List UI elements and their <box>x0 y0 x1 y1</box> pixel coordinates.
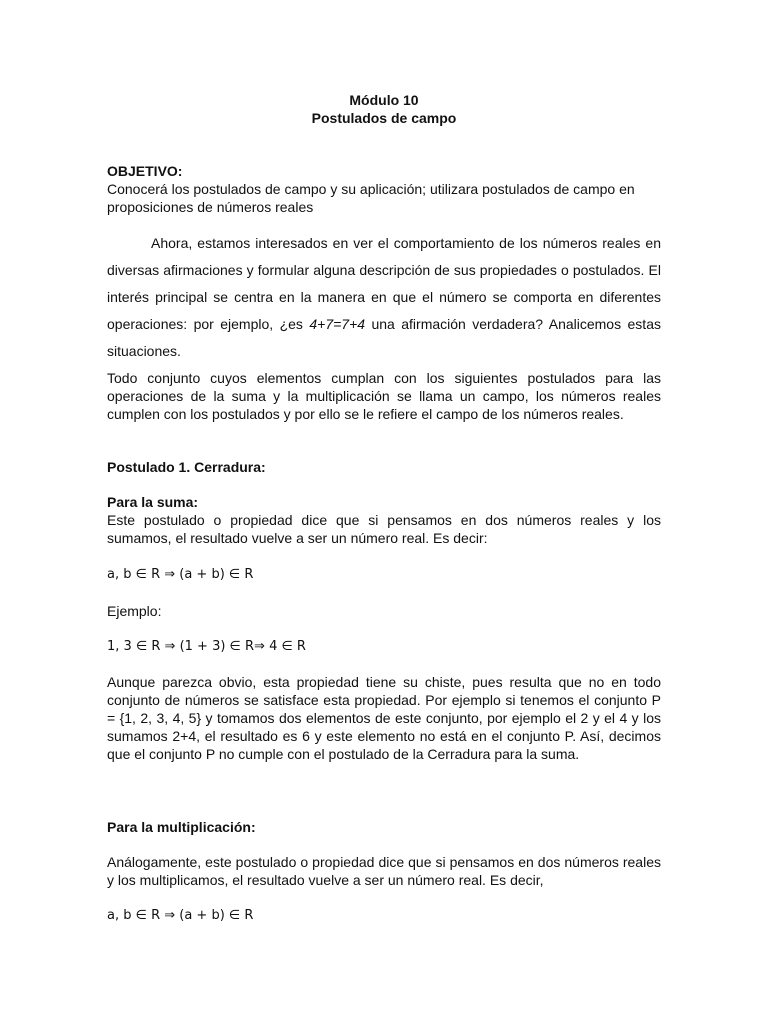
objective-label: OBJETIVO: <box>107 163 183 179</box>
sum-example: 1, 3 ∈ R ⇒ (1 + 3) ∈ R⇒ 4 ∈ R <box>107 639 306 654</box>
intro-paragraph <box>107 230 661 365</box>
module-title: Postulados de campo <box>311 110 457 126</box>
postulate-1-heading: Postulado 1. Cerradura: <box>107 459 266 475</box>
mult-formula: a, b ∈ R ⇒ (a + b) ∈ R <box>107 908 254 923</box>
sum-formula: a, b ∈ R ⇒ (a + b) ∈ R <box>107 567 254 582</box>
objective-section <box>107 162 661 216</box>
intro-text-1: Ahora, estamos interesados en ver el comportamiento de los números reales en diversas afirmaciones y formular alguna descripción de sus propiedades o postulados. El interés principal se centra en la manera en que el número se comporta en diferentes operaciones: por ejemplo, ¿es <box>107 235 661 332</box>
objective-text: Conocerá los postulados de campo y su aplicación; utilizara postulados de campo en proposiciones de números reales <box>107 181 635 215</box>
sum-section <box>107 493 661 547</box>
field-definition-paragraph: Todo conjunto cuyos elementos cumplan con los siguientes postulados para las operaciones de la suma y la multiplicación se llama un campo, los números reales cumplen con los postulados y por ello se le refiere el campo de los números reales. <box>107 370 661 422</box>
mult-text: Análogamente, este postulado o propiedad dice que si pensamos en dos números reales y los multiplicamos, el resultado vuelve a ser un número real. Es decir, <box>107 854 661 888</box>
sum-note-paragraph: Aunque parezca obvio, esta propiedad tiene su chiste, pues resulta que no en todo conjunto de números se satisface esta propiedad. Por ejemplo si tenemos el conjunto P = {1, 2, 3, 4, 5} y tomamos dos elementos de este conjunto, por ejemplo el 2 y el 4 y los sumamos 2+4, el resultado es 6 y este elemento no está en el conjunto P. Así, decimos que el conjunto P no cumple con el postulado de la Cerradura para la suma. <box>107 674 661 762</box>
mult-heading: Para la multiplicación: <box>107 819 256 835</box>
module-number: Módulo 10 <box>349 92 419 108</box>
sum-heading: Para la suma: <box>107 494 199 510</box>
sum-text: Este postulado o propiedad dice que si pensamos en dos números reales y los sumamos, el resultado vuelve a ser un número real. Es decir: <box>107 512 661 546</box>
intro-expression: 4+7=7+4 <box>309 316 366 332</box>
intro-text-2: una afirmación verdadera? Analicemos estas situaciones. <box>107 316 661 359</box>
example-label: Ejemplo: <box>107 603 162 619</box>
document-header <box>0 91 768 127</box>
